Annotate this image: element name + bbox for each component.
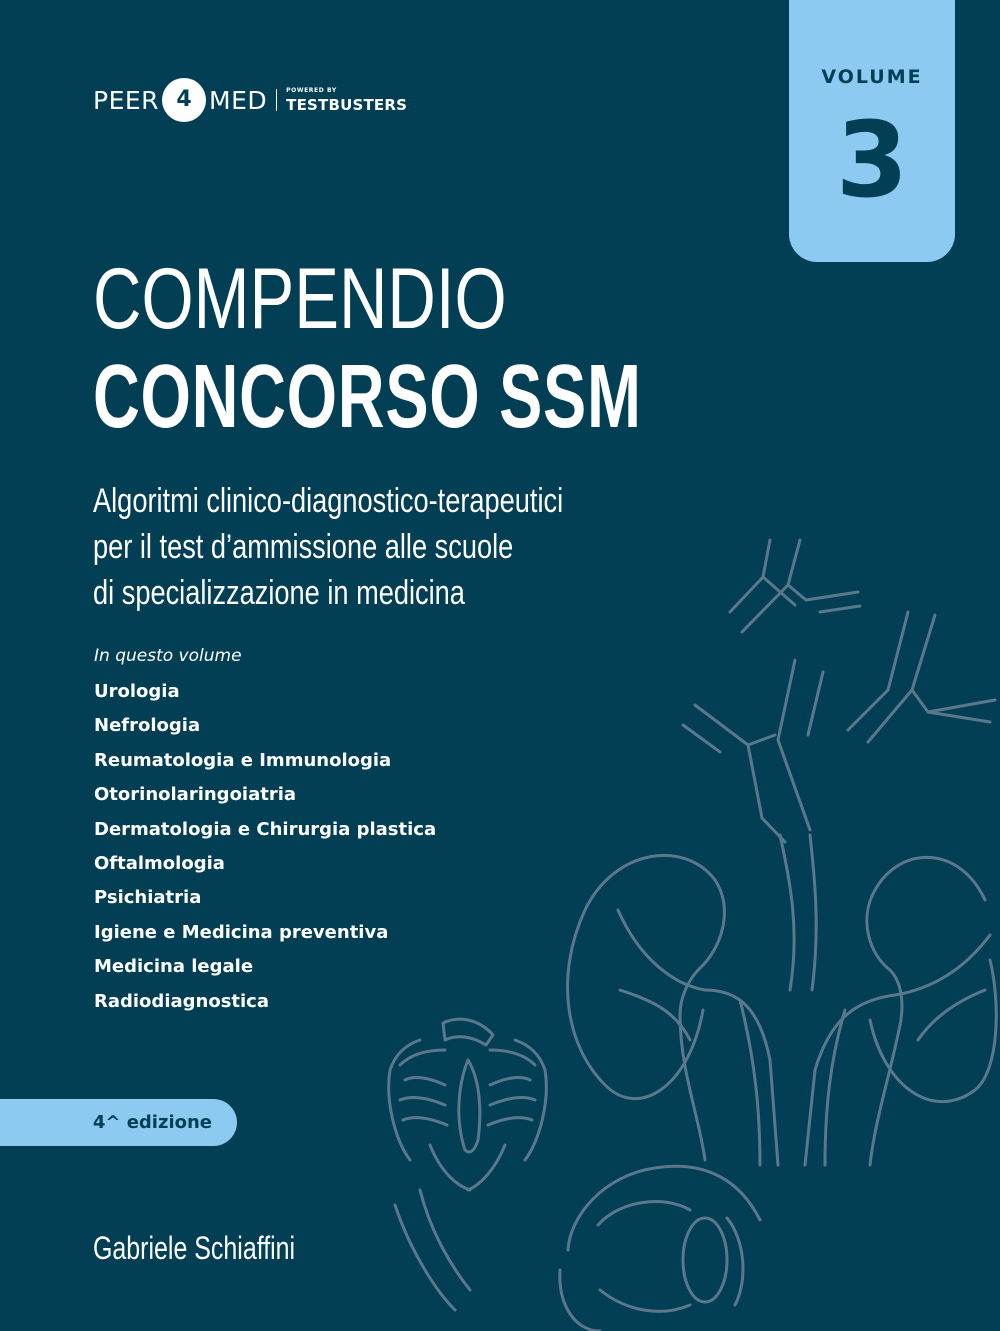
topic-item: Medicina legale [94,956,254,978]
testbusters-brand: TESTBUSTERS [286,95,408,114]
subtitle-line: per il test d’ammissione alle scuole [93,528,514,566]
ribcage-icon [389,1019,547,1190]
stethoscope-icon [395,1190,470,1310]
powered-by-label: POWERED BY [286,86,337,94]
topic-item: Nefrologia [94,715,201,737]
topic-item: Psichiatria [94,887,202,909]
volume-contents [94,646,436,1019]
topic-list [94,675,436,1019]
author-name: Gabriele Schiaffini [93,1230,296,1266]
subtitle-line: di specializzazione in medicina [93,574,465,612]
logo-med-text: MED [209,85,268,115]
subtitle [93,478,653,616]
subtitle-line: Algoritmi clinico-diagnostico-terapeutici [93,482,564,520]
volume-tab [789,0,955,262]
logo-peer-text: PEER [93,85,160,115]
volume-label: VOLUME [821,66,923,88]
topic-item: Dermatologia e Chirurgia plastica [94,818,437,840]
topic-item: Radiodiagnostica [94,990,269,1012]
contents-intro: In questo volume [94,646,242,666]
logo-divider [276,89,277,111]
powered-by-block [286,88,407,113]
title-line-1: COMPENDIO [93,251,507,347]
topic-item: Reumatologia e Immunologia [94,749,392,771]
topic-item: Otorinolaringoiatria [94,784,297,806]
title-line-2: CONCORSO SSM [93,347,642,447]
antibody-icon [683,540,995,842]
volume-number: 3 [835,99,909,221]
eye-icon [560,1166,760,1331]
topic-item: Oftalmologia [94,852,225,874]
topic-item: Urologia [94,681,180,702]
logo-4-stethoscope-icon: 4 [162,78,206,122]
publisher-logo [93,76,407,124]
topic-item: Igiene e Medicina preventiva [94,921,389,943]
edition-badge: 4^ edizione [0,1099,237,1146]
kidney-icon [568,835,997,1165]
